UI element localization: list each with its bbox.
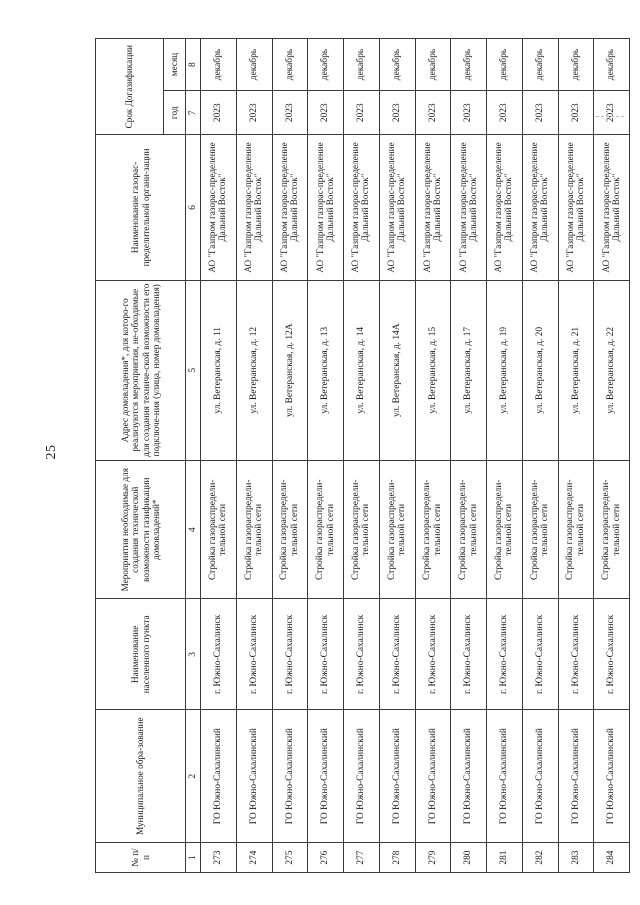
table-row [201, 39, 237, 873]
rotated-table-container [95, 38, 630, 873]
row-number: 276 [308, 843, 344, 873]
settlement-cell: г. Южно-Сахалинск [272, 599, 308, 710]
column-number-row [186, 39, 201, 873]
measures-cell: Стройка газораспредели-тельной сети [236, 461, 272, 599]
org-cell: АО "Газпром газорас-пределение Дальний Восток" [379, 135, 415, 280]
settlement-cell: г. Южно-Сахалинск [344, 599, 380, 710]
table-row [487, 39, 523, 873]
header-settlement: Наименование населенного пункта [96, 599, 186, 710]
org-cell: АО "Газпром газорас-пределение Дальний Восток" [201, 135, 237, 280]
month-cell: декабрь [201, 39, 237, 91]
year-cell: 2023 [344, 91, 380, 135]
row-number: 281 [487, 843, 523, 873]
month-cell: декабрь [558, 39, 594, 91]
row-number: 278 [379, 843, 415, 873]
municipality-cell: ГО Южно-Сахалинский [308, 710, 344, 843]
measures-cell: Стройка газораспредели-тельной сети [451, 461, 487, 599]
settlement-cell: г. Южно-Сахалинск [379, 599, 415, 710]
municipality-cell: ГО Южно-Сахалинский [236, 710, 272, 843]
org-cell: АО "Газпром газорас-пределение Дальний Восток" [594, 135, 630, 280]
row-number: 282 [522, 843, 558, 873]
year-cell: 2023 [558, 91, 594, 135]
table-row [522, 39, 558, 873]
header-year: год [164, 91, 186, 135]
table-body [201, 39, 630, 873]
settlement-cell: г. Южно-Сахалинск [522, 599, 558, 710]
year-cell: 2023 [594, 91, 630, 135]
header-term: Срок Догазификации [96, 39, 164, 135]
municipality-cell: ГО Южно-Сахалинский [487, 710, 523, 843]
row-number: 277 [344, 843, 380, 873]
row-number: 284 [594, 843, 630, 873]
org-cell: АО "Газпром газорас-пределение Дальний Восток" [272, 135, 308, 280]
settlement-cell: г. Южно-Сахалинск [236, 599, 272, 710]
year-cell: 2023 [487, 91, 523, 135]
table-row [594, 39, 630, 873]
municipality-cell: ГО Южно-Сахалинский [451, 710, 487, 843]
municipality-cell: ГО Южно-Сахалинский [344, 710, 380, 843]
address-cell: ул. Ветеранская, д. 17 [451, 280, 487, 461]
month-cell: декабрь [522, 39, 558, 91]
scan-artifact [596, 116, 624, 118]
municipality-cell: ГО Южно-Сахалинский [379, 710, 415, 843]
measures-cell: Стройка газораспредели-тельной сети [344, 461, 380, 599]
column-number: 3 [186, 599, 201, 710]
settlement-cell: г. Южно-Сахалинск [558, 599, 594, 710]
month-cell: декабрь [308, 39, 344, 91]
measures-cell: Стройка газораспредели-тельной сети [272, 461, 308, 599]
row-number: 275 [272, 843, 308, 873]
year-cell: 2023 [201, 91, 237, 135]
settlement-cell: г. Южно-Сахалинск [594, 599, 630, 710]
row-number: 273 [201, 843, 237, 873]
org-cell: АО "Газпром газорас-пределение Дальний Восток" [487, 135, 523, 280]
month-cell: декабрь [379, 39, 415, 91]
address-cell: ул. Ветеранская, д. 12 [236, 280, 272, 461]
year-cell: 2023 [451, 91, 487, 135]
month-cell: декабрь [272, 39, 308, 91]
address-cell: ул. Ветеранская, д. 19 [487, 280, 523, 461]
table-row [558, 39, 594, 873]
year-cell: 2023 [522, 91, 558, 135]
month-cell: декабрь [487, 39, 523, 91]
table-row [451, 39, 487, 873]
org-cell: АО "Газпром газорас-пределение Дальний Восток" [522, 135, 558, 280]
table-row [344, 39, 380, 873]
settlement-cell: г. Южно-Сахалинск [451, 599, 487, 710]
header-num: № п/п [96, 843, 186, 873]
settlement-cell: г. Южно-Сахалинск [308, 599, 344, 710]
org-cell: АО "Газпром газорас-пределение Дальний Восток" [344, 135, 380, 280]
header-address: Адрес домовладения*, для которо-го реализуются мероприятия, не-обходимые для создания техниче-ской возможности его подключе-ния (улица, номер домовладения) [96, 280, 186, 461]
municipality-cell: ГО Южно-Сахалинский [522, 710, 558, 843]
column-number: 2 [186, 710, 201, 843]
org-cell: АО "Газпром газорас-пределение Дальний Восток" [558, 135, 594, 280]
page-number: 25 [44, 444, 59, 460]
month-cell: декабрь [236, 39, 272, 91]
column-number: 6 [186, 135, 201, 280]
org-cell: АО "Газпром газорас-пределение Дальний Восток" [415, 135, 451, 280]
address-cell: ул. Ветеранская, д. 13 [308, 280, 344, 461]
row-number: 274 [236, 843, 272, 873]
measures-cell: Стройка газораспредели-тельной сети [201, 461, 237, 599]
address-cell: ул. Ветеранская, д. 14А [379, 280, 415, 461]
column-number: 1 [186, 843, 201, 873]
table-row [415, 39, 451, 873]
org-cell: АО "Газпром газорас-пределение Дальний Восток" [451, 135, 487, 280]
month-cell: декабрь [344, 39, 380, 91]
header-org: Наименование газорас-пределительной органи-зации [96, 135, 186, 280]
row-number: 279 [415, 843, 451, 873]
address-cell: ул. Ветеранская, д. 21 [558, 280, 594, 461]
row-number: 283 [558, 843, 594, 873]
month-cell: декабрь [594, 39, 630, 91]
settlement-cell: г. Южно-Сахалинск [415, 599, 451, 710]
month-cell: декабрь [451, 39, 487, 91]
settlement-cell: г. Южно-Сахалинск [487, 599, 523, 710]
header-month: месяц [164, 39, 186, 91]
table-row [236, 39, 272, 873]
settlement-cell: г. Южно-Сахалинск [201, 599, 237, 710]
address-cell: ул. Ветеранская, д. 22 [594, 280, 630, 461]
column-number: 4 [186, 461, 201, 599]
year-cell: 2023 [415, 91, 451, 135]
org-cell: АО "Газпром газорас-пределение Дальний Восток" [308, 135, 344, 280]
header-municipality: Муниципальное обра-зование [96, 710, 186, 843]
address-cell: ул. Ветеранская, д. 15 [415, 280, 451, 461]
measures-cell: Стройка газораспредели-тельной сети [379, 461, 415, 599]
year-cell: 2023 [236, 91, 272, 135]
address-cell: ул. Ветеранская, д. 11 [201, 280, 237, 461]
year-cell: 2023 [272, 91, 308, 135]
address-cell: ул. Ветеранская, д. 14 [344, 280, 380, 461]
column-number: 5 [186, 280, 201, 461]
measures-cell: Стройка газораспредели-тельной сети [415, 461, 451, 599]
address-cell: ул. Ветеранская, д. 12А [272, 280, 308, 461]
org-cell: АО "Газпром газорас-пределение Дальний Восток" [236, 135, 272, 280]
address-cell: ул. Ветеранская, д. 20 [522, 280, 558, 461]
municipality-cell: ГО Южно-Сахалинский [272, 710, 308, 843]
year-cell: 2023 [379, 91, 415, 135]
header-measures: Мероприятия необходимые для создания технической возможности газификации домовладений* [96, 461, 186, 599]
table-row [308, 39, 344, 873]
measures-cell: Стройка газораспредели-тельной сети [558, 461, 594, 599]
table-row [272, 39, 308, 873]
measures-cell: Стройка газораспредели-тельной сети [308, 461, 344, 599]
gasification-table [95, 38, 630, 873]
year-cell: 2023 [308, 91, 344, 135]
measures-cell: Стройка газораспредели-тельной сети [487, 461, 523, 599]
measures-cell: Стройка газораспредели-тельной сети [522, 461, 558, 599]
municipality-cell: ГО Южно-Сахалинский [594, 710, 630, 843]
column-number: 8 [186, 39, 201, 91]
municipality-cell: ГО Южно-Сахалинский [201, 710, 237, 843]
month-cell: декабрь [415, 39, 451, 91]
row-number: 280 [451, 843, 487, 873]
column-number: 7 [186, 91, 201, 135]
municipality-cell: ГО Южно-Сахалинский [415, 710, 451, 843]
municipality-cell: ГО Южно-Сахалинский [558, 710, 594, 843]
table-row [379, 39, 415, 873]
measures-cell: Стройка газораспредели-тельной сети [594, 461, 630, 599]
